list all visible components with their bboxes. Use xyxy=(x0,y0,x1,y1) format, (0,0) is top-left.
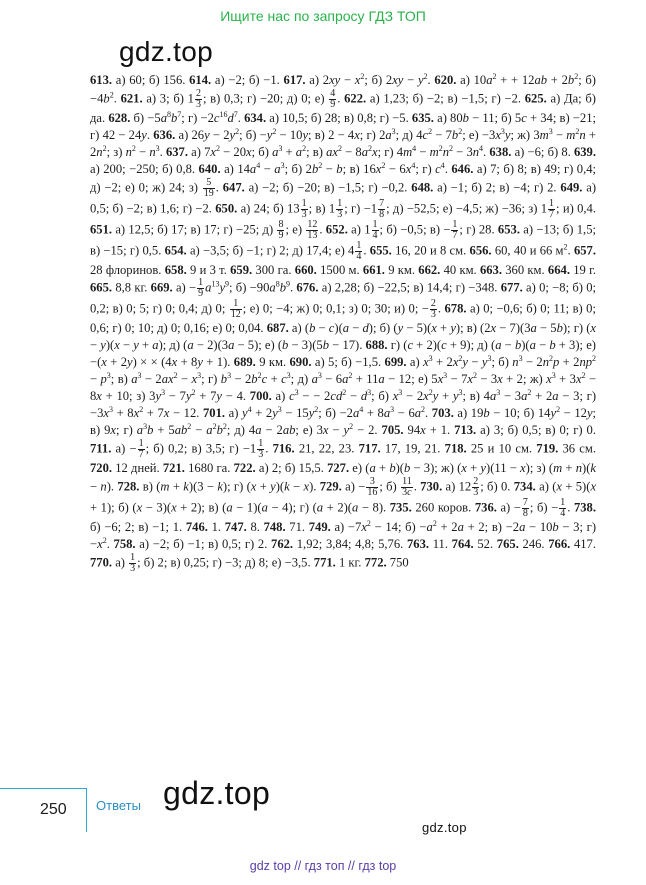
answers-text: 613. а) 60; б) 156. 614. а) −2; б) −1. 617. а) $2xy - x^2$; б) $2xy - y^2$. 620. а) $10a^2$ + + $12ab + 2b^2$; $б) -4b^2$. 621. а) 3; б) 1 $\frac{2}{3}$ ; в) 0,3; г) −20; д) 0; е) $\frac{4}{9}$ . 622. а) 1,23; б) −2; в) −1,5; г) −2. 625. а) Да; б) да. 628. $б) -5a^8b^7$; $г) -2c^{16}d^7$. 634. а) 10,5; б) 28; в) 0,8; г) −5. 635. а) 80b − 11; б) 5c + 34; в) −21; г) 42 − 24y. 636. а) $26y - 2y^2$; $б) -y^2 - 10y$; в) 2 − 4x; г) $2a^3$; д) $4c^2 - 7b^2$; $е) -3x^3y$; ж) $3m^3 - m^2n + 2n^2$; з) $n^2 - n^3$. 637. а) $7x^2 - 20x$; б) $a^3 + a^2$; в) $ax^2 - 8a^2x$; г) $4m^4 - m^2n^2 - 3n^4$. 638. а) −6; б) 8. 639. а) 200; −250; б) 0,8. 640. а) $14a^4 - a^3$; б) $2b^2 - b$; в) $16x^2 - 6x^4$; г) $c^4$. 646. а) 7; б) 8; в) 49; г) 0,4; д) −2; е) 0; ж) 24; з) $\frac{5}{19}$ . 647. а) −2; б) −20; в) −1,5; г) −0,2. 648. а) −1; б) 2; в) −4; г) 2. 649. а) 0,5; б) −2; в) 1,6; г) −2. 650. а) 24; б) 13 $\frac{1}{3}$ ; в) 1 $\frac{1}{3}$ ; г) −1 $\frac{7}{8}$ ; д) −52,5; е) −4,5; ж) −36; з) 1 $\frac{1}{7}$ ; и) 0,4. 651. а) 12,5; б) 17; в) 17; г) −25; д) $\frac{8}{9}$ ; е) $\frac{12}{13}$ . 652. а) 1 $\frac{1}{4}$ ; б) −0,5; в) − $\frac{1}{7}$ ; г) 28. 653. а) −13; б) 1,5; в) −15; г) 0,5. 654. а) −3,5; б) −1; г) 2; д) 17,4; е) 4 $\frac{1}{4}$ . 655. 16, 20 и 8 см. 656. 60, 40 и 66 $м^2$. 657. 28 флоринов. 658. 9 и 3 т. 659. 300 га. 660. 1500 м. 661. 9 км. 662. 40 км. 663. 360 км. 664. 19 г. 665. 8,8 кг. 669. а) − $\frac{1}{9}$ $a^{13}y^9$; $б) -90a^8b^9$. 676. а) 2,28; б) −22,5; в) 14,4; г) −348. 677. а) 0; −8; б) 0; 0,2; в) 0; 5; г) 0; 0,4; д) 0; $\frac{1}{12}$ ; е) 0; −4; ж) 0; 0,1; з) 0; 30; и) 0; − $\frac{2}{3}$ . 678. а) 0; −0,6; б) 0; 11; в) 0; 0,6; г) 0; 10; д) 0; 0,16; е) 0; 0,04. 687. а) (b − c)(a − d); б) (y − 5)(x + y); в) (2x − 7)(3a − 5b); г) (x − y)(x − y + a); д) (a − 2)(3a − 5); е) (b − 3)(5b − 17). 688. г) (c + 2)(c + 9); д) (a − b)(a − b + 3); е) −(x + 2y) × × (4x + 8y + 1). 689. 9 км. 690. а) 5; б) −1,5. 699. а) $x^3 + 2x^2y - y^3$; б) $n^3 - 2n^2p + 2np^2 - p^3$; в) $a^3 - 2ax^2 - x^3$; г) $b^3 - 2b^2c + c^3$; д) $a^3 - 6a^2 + 11a - 12$; е) $5x^3 - 7x^2 - 3x + 2$; ж) $x^3 + 3x^2 - 8x + 10$; з) $3y^3 - 7y^2 + 7y - 4$. 700. а) $c^3$ − − $2cd^2 - d^3$; б) $x^3 - 2x^2y + y^3$; в) $4a^3 - 3a^2 + 2a - 3$; $г) -3x^3 + 8x^2 + 7x - 12$. 701. а) $y^4 + 2y^3 - 15y^2$; $б) -2a^4 + 8a^3 - 6a^2$. 703. а) 19b − 10; б) $14y^2 - 12y$; в) 9x; г) $a^3b + 5ab^2 - a^2b^2$; д) 4a − 2ab; е) $3x - y^2 - 2$. 705. 94x + 1. 713. а) 3; б) 0,5; в) 0; г) 0. 711. а) − $\frac{1}{7}$ ; б) 0,2; в) 3,5; г) −1 $\frac{1}{3}$ . 716. 21, 22, 23. 717. 17, 19, 21. 718. 25 и 10 см. 719. 36 см. 720. 12 дней. 721. 1680 га. 722. а) 2; б) 15,5. 727. е) (a + b)(b − 3); ж) (x + y)(11 − x); з) (m + n)(k − n). 728. в) (m + k)(3 − k); г) (x + y)(k − x). 729. а) − $\frac{3}{16}$ ; б) $\frac{11}{3c}$ . 730. а) 12 $\frac{2}{3}$ ; б) 0. 734. а) (x + 5)(x + 1); б) (x − 3)(x + 2); в) (a − 1)(a − 4); г) (a + 2)(a − 8). 735. 260 коров. 736. а) − $\frac{7}{8}$ ; б) − $\frac{1}{4}$ . 738. б) −6; 2; в) −1; 1. 746. 1. 747. 8. 748. 71. 749. $а) -7x^2 - 14$; $б) -a^2 + 2a + 2$; в) −2a − 10b − 3; $г) -x^2$. 758. а) −2; б) −1; в) 0,5; г) 2. 762. 1,92; 3,84; 4,8; 5,76. 763. 11. 764. 52. 765. 246. 766. 417. 770. а) $\frac{1}{3}$ ; б) 2; в) 0,25; г) −3; д) 8; е) −3,5. 771. 1 кг. 772. 750 xyxy=(90,72,597,574)
bottom-links[interactable]: gdz top // гдз топ // гдз top xyxy=(249,859,397,873)
site-logo-top: gdz.top xyxy=(119,36,213,67)
page-number: 250 xyxy=(40,801,67,818)
site-logo-bottom: gdz.top xyxy=(163,775,271,811)
section-title: Ответы xyxy=(96,798,141,813)
search-banner[interactable]: Ищите нас по запросу ГДЗ ТОП xyxy=(220,8,426,24)
footer-rule-horizontal xyxy=(0,788,86,789)
footer-rule-vertical xyxy=(86,788,87,832)
site-logo-small: gdz.top xyxy=(422,820,467,835)
